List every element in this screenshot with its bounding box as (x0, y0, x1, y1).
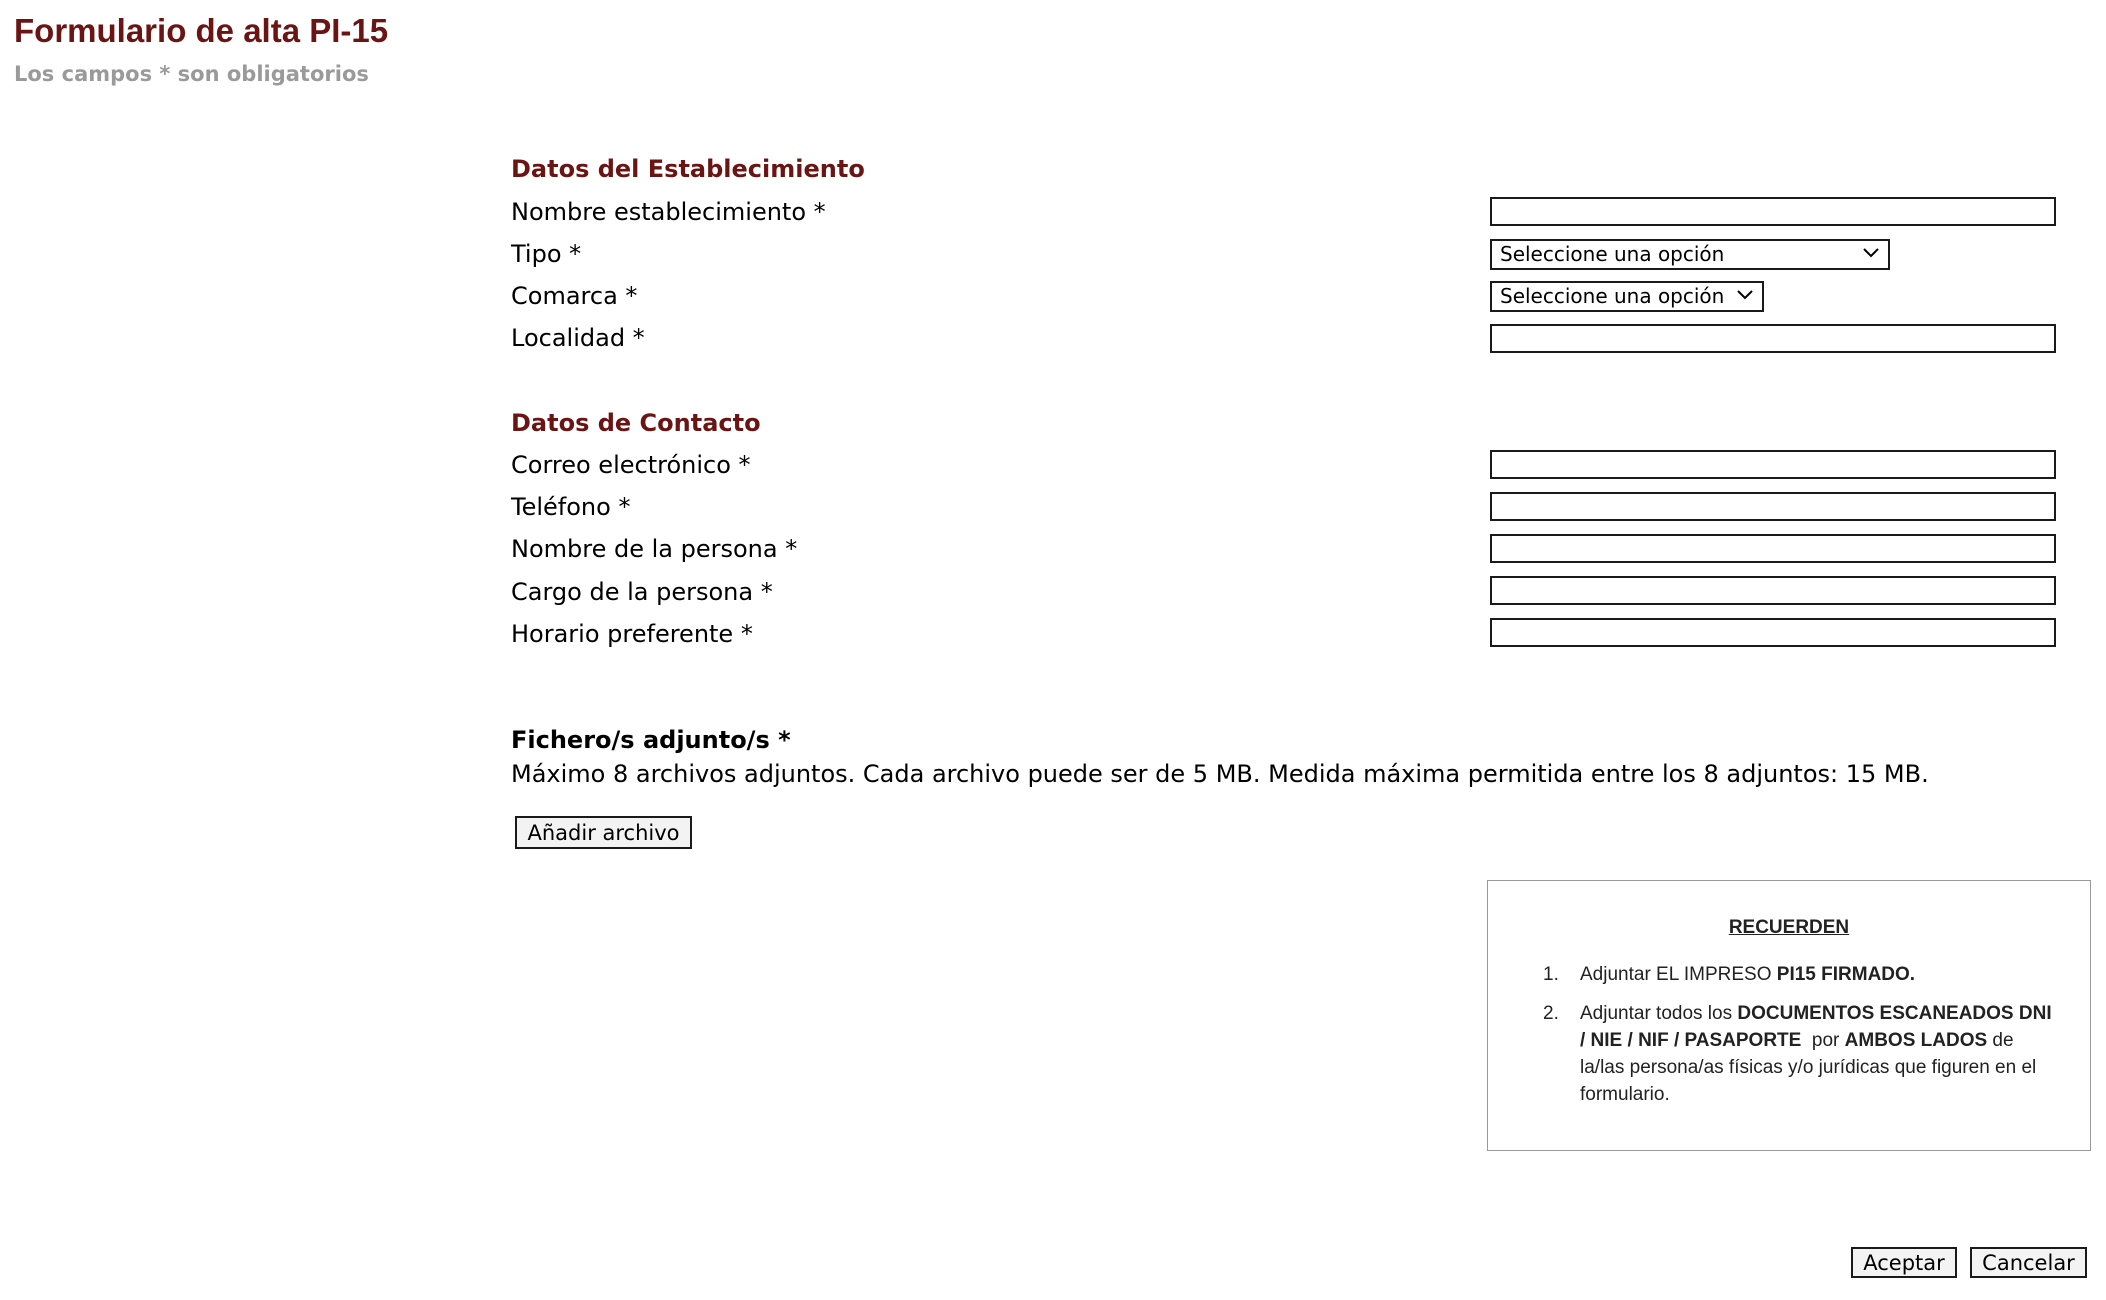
chevron-down-icon (1736, 288, 1754, 302)
attachments-title: Fichero/s adjunto/s * (511, 726, 791, 754)
establishment-section-heading: Datos del Establecimiento (511, 155, 865, 183)
region-label: Comarca * (511, 282, 638, 310)
schedule-label: Horario preferente * (511, 620, 753, 648)
reminder-item-number: 1. (1543, 964, 1559, 985)
person-name-input[interactable] (1490, 534, 2056, 563)
locality-input[interactable] (1490, 324, 2056, 353)
phone-input[interactable] (1490, 492, 2056, 521)
reminder-item-number: 2. (1543, 1003, 1559, 1024)
region-select[interactable] (1490, 281, 1764, 312)
add-file-button[interactable]: Añadir archivo (515, 816, 692, 849)
region-select-value: Seleccione una opción (1500, 284, 1725, 308)
reminder-title: RECUERDEN (1728, 917, 1850, 938)
required-fields-note: Los campos * son obligatorios (14, 62, 369, 86)
schedule-input[interactable] (1490, 618, 2056, 647)
reminder-text-part: Adjuntar todos los (1580, 1003, 1738, 1024)
accept-button[interactable]: Aceptar (1851, 1247, 1957, 1278)
establishment-name-label: Nombre establecimiento * (511, 198, 826, 226)
email-input[interactable] (1490, 450, 2056, 479)
reminder-text-part: Adjuntar EL IMPRESO (1580, 964, 1777, 985)
phone-label: Teléfono * (511, 493, 631, 521)
person-name-label: Nombre de la persona * (511, 535, 798, 563)
reminder-text-bold: AMBOS LADOS (1844, 1030, 1988, 1051)
establishment-name-input[interactable] (1490, 197, 2056, 226)
reminder-notice (1487, 880, 2091, 1151)
reminder-text-part: de la/las persona/as físicas y/o jurídicas que figuren en el formulario. (1580, 1030, 2037, 1105)
reminder-text-part: por (1801, 1030, 1845, 1051)
reminder-text-bold: DOCUMENTOS ESCANEADOS DNI / NIE / NIF / PASAPORTE (1580, 1003, 2052, 1051)
contact-section-heading: Datos de Contacto (511, 409, 761, 437)
type-label: Tipo * (511, 240, 582, 268)
email-label: Correo electrónico * (511, 451, 751, 479)
type-select-value: Seleccione una opción (1500, 242, 1725, 266)
reminder-item-text (1580, 1000, 2060, 1108)
reminder-text-bold: PI15 FIRMADO. (1776, 964, 1916, 985)
attachments-description: Máximo 8 archivos adjuntos. Cada archivo puede ser de 5 MB. Medida máxima permitida entre los 8 adjuntos: 15 MB. (511, 760, 1929, 788)
type-select[interactable] (1490, 239, 1890, 270)
cancel-button[interactable]: Cancelar (1970, 1247, 2087, 1278)
page-title: Formulario de alta PI-15 (14, 12, 389, 49)
reminder-item-text (1580, 961, 2060, 988)
person-role-label: Cargo de la persona * (511, 578, 773, 606)
chevron-down-icon (1862, 246, 1880, 260)
locality-label: Localidad * (511, 324, 645, 352)
person-role-input[interactable] (1490, 576, 2056, 605)
